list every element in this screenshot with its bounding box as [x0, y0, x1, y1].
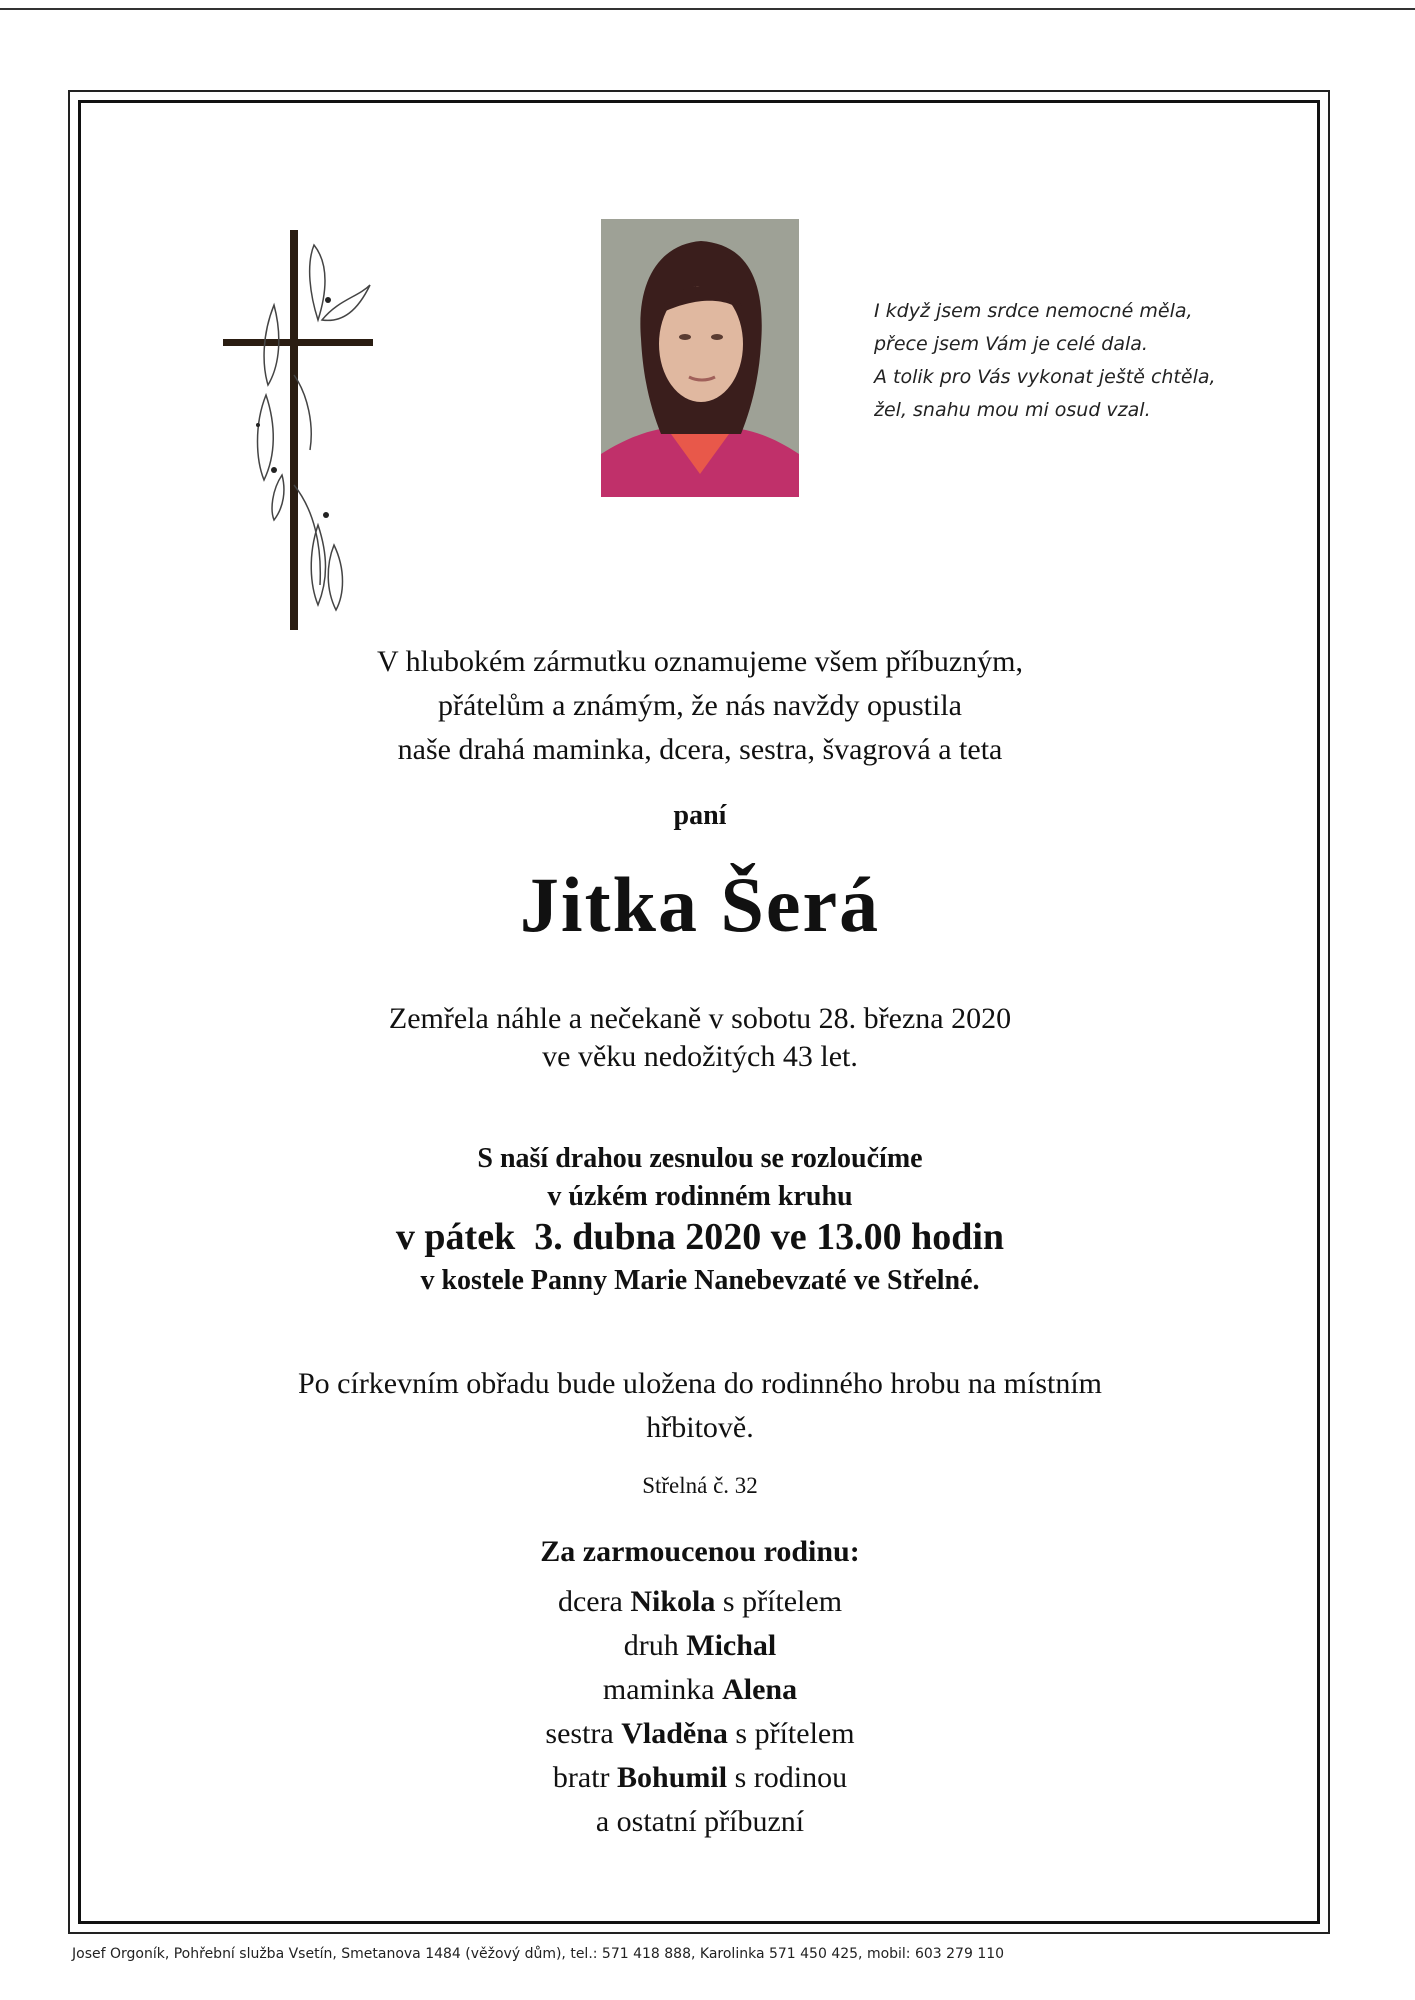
funeral-service-footer: Josef Orgoník, Pohřební služba Vsetín, Smetanova 1484 (věžový dům), tel.: 571 418 888, Karolinka 571 450 425, mobil: 603 279 110 [72, 1946, 1005, 1962]
burial-line: Po církevním obřadu bude uložena do rodinného hrobu na místním [297, 1367, 1102, 1400]
death-line: ve věku nedožitých 43 let. [542, 1040, 858, 1073]
family-member: bratr Bohumil s rodinou [552, 1761, 848, 1794]
top-rule [0, 8, 1415, 10]
ceremony-line: S naší drahou zesnulou se rozloučíme [477, 1143, 923, 1174]
family-member: maminka Alena [602, 1673, 798, 1706]
announcement-line: naše drahá maminka, dcera, sestra, švagrová a teta [397, 733, 1003, 766]
poem-line: A tolik pro Vás vykonat ještě chtěla, [874, 366, 1216, 388]
cross-icon [218, 225, 378, 635]
deceased-name: Jitka Šerá [519, 861, 881, 948]
ceremony-date-time: v pátek 3. dubna 2020 ve 13.00 hodin [395, 1216, 1005, 1258]
poem-line: I když jsem srdce nemocné měla, [874, 300, 1193, 322]
poem-line: přece jsem Vám je celé dala. [874, 333, 1148, 355]
ceremony-intro [80, 1140, 1320, 1216]
family-closing: a ostatní příbuzní [595, 1805, 805, 1838]
family-list [80, 1580, 1320, 1844]
family-heading: Za zarmoucenou rodinu: [540, 1535, 860, 1568]
portrait-photo [601, 219, 799, 497]
family-member: druh Michal [623, 1629, 777, 1662]
burial-info [80, 1362, 1320, 1450]
burial-line: hřbitově. [646, 1411, 754, 1444]
poem [874, 295, 1314, 427]
ceremony-place: v kostele Panny Marie Nanebevzaté ve Střelné. [420, 1265, 980, 1296]
death-info [80, 1000, 1320, 1076]
family-member: sestra Vladěna s přítelem [545, 1717, 855, 1750]
announcement-text [80, 640, 1320, 772]
address: Střelná č. 32 [642, 1473, 758, 1498]
ceremony-line: v úzkém rodinném kruhu [547, 1181, 853, 1212]
honorific: paní [673, 800, 727, 831]
family-member: dcera Nikola s přítelem [557, 1585, 843, 1618]
announcement-line: přátelům a známým, že nás navždy opustila [438, 689, 962, 722]
death-line: Zemřela náhle a nečekaně v sobotu 28. března 2020 [388, 1002, 1012, 1035]
poem-line: žel, snahu mou mi osud vzal. [874, 399, 1151, 421]
announcement-line: V hlubokém zármutku oznamujeme všem příbuzným, [377, 645, 1023, 678]
